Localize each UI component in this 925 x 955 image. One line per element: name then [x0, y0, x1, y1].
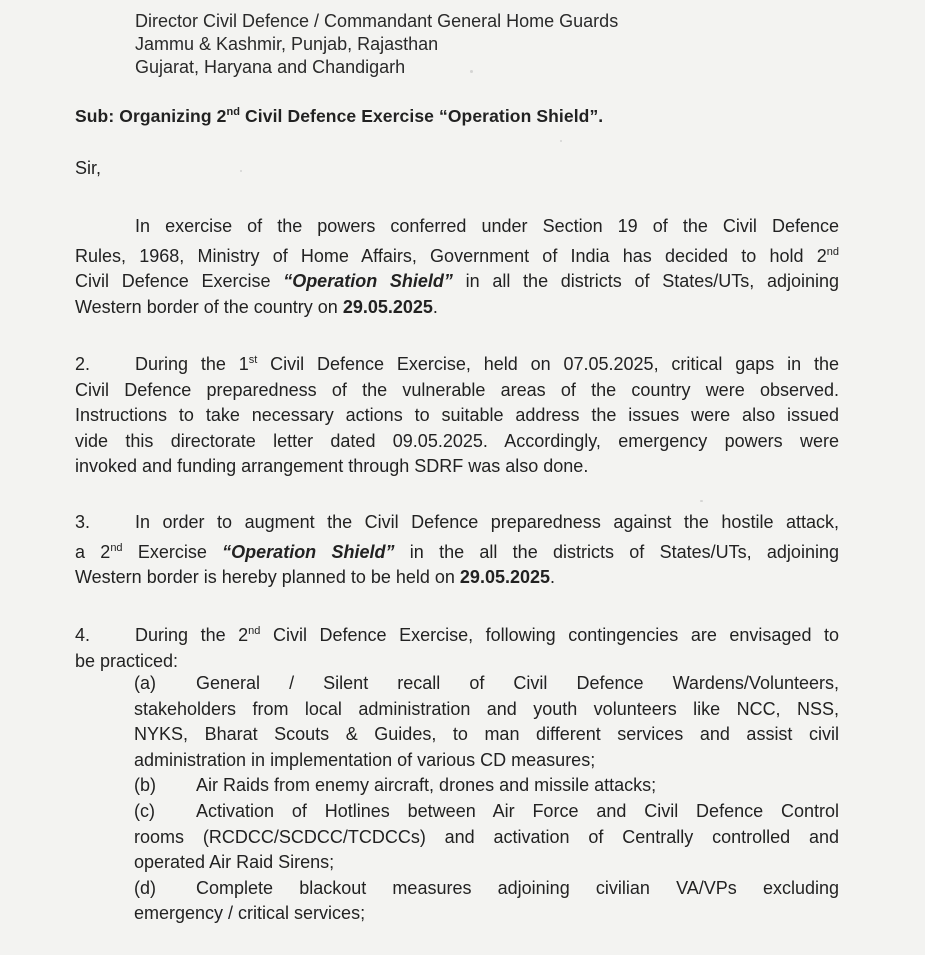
item-label: (c): [134, 800, 155, 821]
text-span: Complete blackout measures adjoining civilian VA/VPs excluding: [196, 877, 839, 898]
superscript: nd: [110, 541, 123, 554]
list-item-b: [134, 773, 839, 799]
text-line: [75, 619, 839, 649]
text-line: [75, 295, 839, 321]
text-line: invoked and funding arrangement through SDRF was also done.: [75, 456, 589, 477]
text-line: [75, 214, 839, 240]
text-line: operated Air Raid Sirens;: [134, 852, 335, 873]
scan-speck: [700, 500, 703, 502]
text-span: In exercise of the powers conferred under Section 19 of the Civil Defence: [135, 216, 839, 236]
text-line: NYKS, Bharat Scouts & Guides, to man different services and assist civil: [134, 724, 839, 745]
list-item-d: [134, 876, 839, 902]
addressee-block: [135, 10, 618, 79]
text-line: administration in implementation of various CD measures;: [134, 749, 596, 770]
text-span: Civil Defence Exercise, held on 07.05.2025, critical gaps in the: [257, 354, 840, 374]
addressee-line: Director Civil Defence / Commandant General Home Guards: [135, 11, 619, 31]
text-span: Air Raids from enemy aircraft, drones and missile attacks;: [196, 775, 657, 796]
exercise-date: 29.05.2025: [342, 296, 433, 317]
text-line: Civil Defence preparedness of the vulnerable areas of the country were observed.: [75, 379, 839, 400]
text-span: Western border of the country on: [75, 296, 343, 317]
text-line: [75, 510, 839, 536]
text-span: General / Silent recall of Civil Defence Wardens/Volunteers,: [196, 673, 839, 693]
list-item-c: [134, 799, 839, 825]
text-span: a 2: [75, 541, 111, 562]
item-label: (a): [134, 673, 156, 693]
text-span: Exercise: [122, 541, 223, 562]
superscript: nd: [248, 625, 261, 637]
subject-superscript: nd: [226, 106, 241, 119]
item-label: (d): [134, 877, 156, 898]
superscript: st: [248, 354, 258, 366]
operation-name: “Operation Shield”: [222, 541, 395, 562]
paragraph-4: [75, 619, 839, 674]
item-label: (b): [134, 775, 156, 796]
text-span: .: [550, 567, 556, 588]
text-line: be practiced:: [75, 650, 179, 671]
text-span: In order to augment the Civil Defence preparedness against the hostile attack,: [135, 512, 839, 532]
text-line: [75, 269, 839, 295]
text-line: vide this directorate letter dated 09.05.2025. Accordingly, emergency powers were: [75, 430, 839, 451]
text-line: emergency / critical services;: [134, 903, 366, 924]
salutation: Sir,: [75, 158, 102, 178]
text-line: stakeholders from local administration and youth volunteers like NCC, NSS,: [134, 698, 839, 719]
text-line: Instructions to take necessary actions to suitable address the issues were also issued: [75, 405, 839, 426]
scan-speck: [560, 140, 562, 142]
paragraph-3: [75, 510, 839, 591]
paragraph-number: 3.: [75, 512, 91, 532]
subject-prefix: Sub: Organizing 2: [75, 106, 227, 126]
paragraph-2: [75, 348, 839, 480]
text-line: [75, 565, 839, 591]
scan-speck: [240, 170, 242, 172]
text-span: in the all the districts of States/UTs, adjoining: [394, 541, 839, 562]
text-line: [75, 240, 839, 270]
text-line: rooms (RCDCC/SCDCC/TCDCCs) and activation of Centrally controlled and: [134, 826, 839, 847]
exercise-date: 29.05.2025: [459, 567, 551, 588]
text-span: During the 1: [135, 354, 249, 374]
text-span: During the 2: [135, 625, 249, 645]
text-span: .: [432, 296, 438, 317]
addressee-line: Gujarat, Haryana and Chandigarh: [135, 57, 406, 77]
text-span: Civil Defence Exercise, following contingencies are envisaged to: [260, 625, 840, 645]
paragraph-1: [75, 214, 839, 320]
text-span: Western border is hereby planned to be held on: [75, 567, 460, 588]
paragraph-number: 4.: [75, 625, 91, 645]
subject-line: [75, 106, 603, 127]
superscript: nd: [826, 245, 839, 258]
text-span: Rules, 1968, Ministry of Home Affairs, Government of India has decided to hold 2: [75, 245, 827, 266]
operation-name: “Operation Shield”: [283, 271, 453, 292]
text-line: [75, 536, 839, 566]
text-span: Civil Defence Exercise: [75, 271, 284, 292]
text-span: in all the districts of States/UTs, adjoining: [452, 271, 840, 292]
contingency-list: [134, 671, 839, 927]
addressee-line: Jammu & Kashmir, Punjab, Rajasthan: [135, 34, 439, 54]
list-item-a: [134, 671, 839, 697]
text-line: [75, 348, 839, 378]
subject-rest: Civil Defence Exercise “Operation Shield”.: [240, 106, 604, 126]
paragraph-number: 2.: [75, 354, 91, 374]
text-span: Activation of Hotlines between Air Force and Civil Defence Control: [196, 800, 839, 821]
